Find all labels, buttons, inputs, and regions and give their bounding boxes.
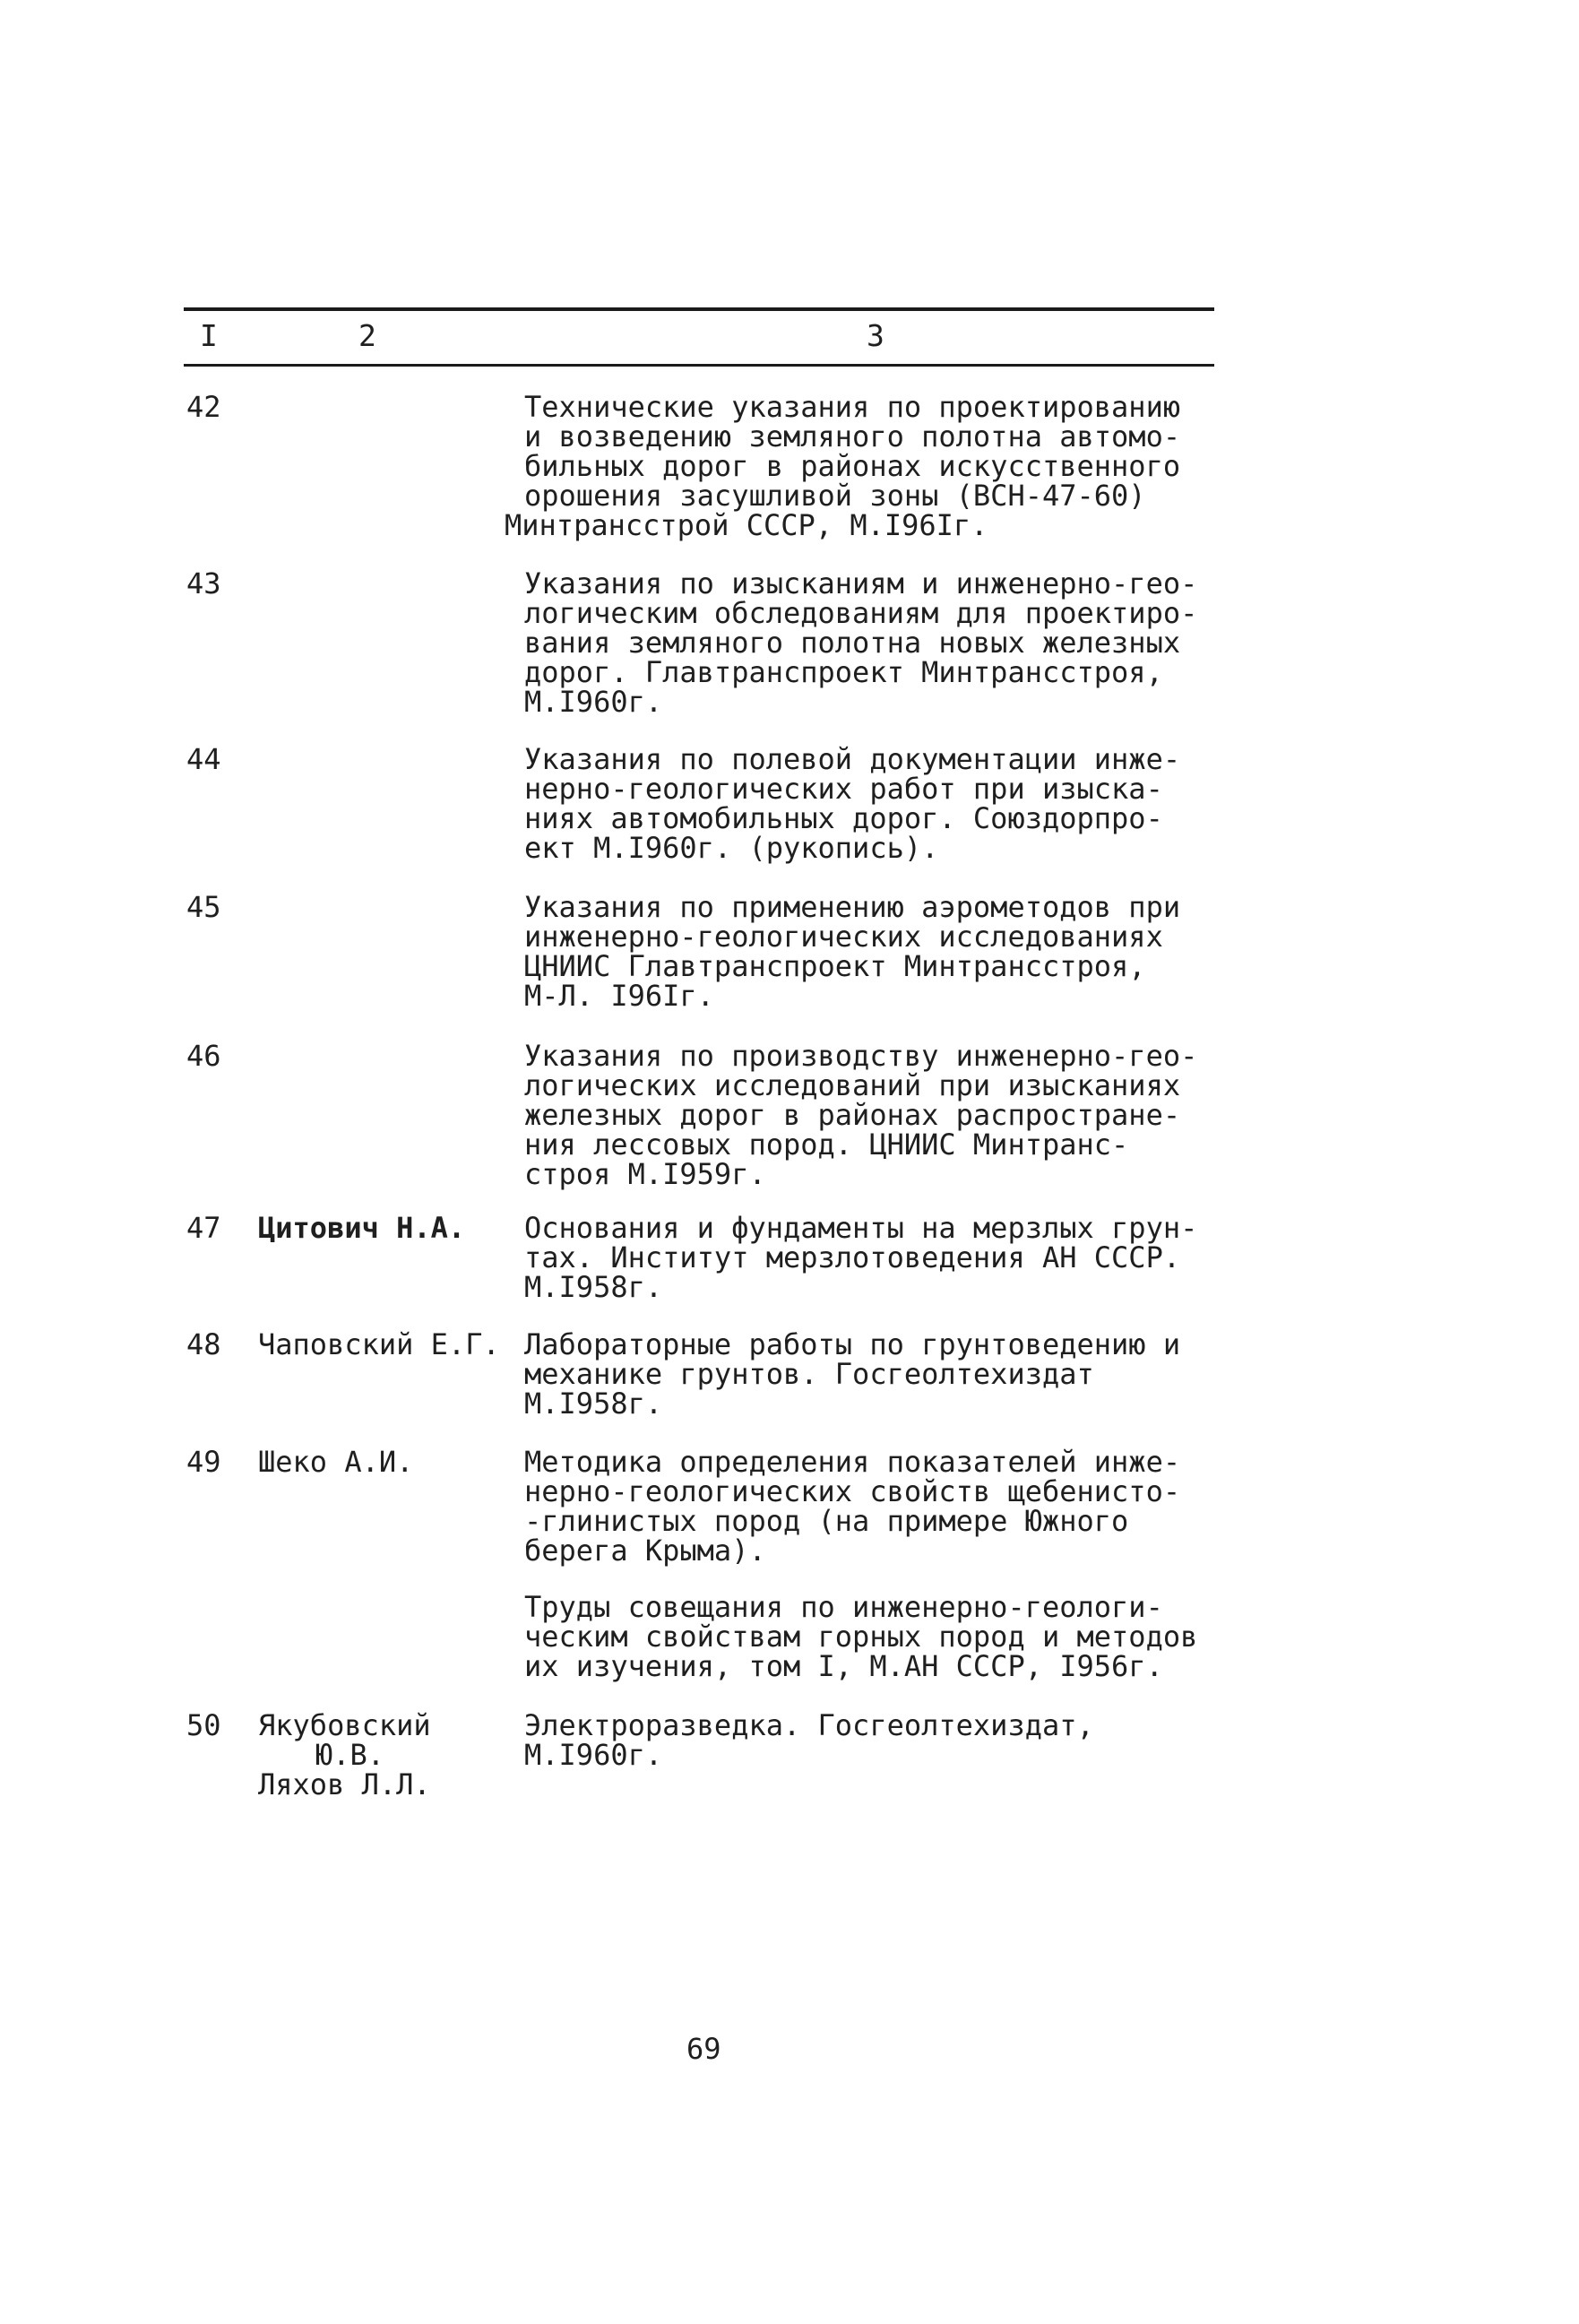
title-line: нерно-геологических работ при изыска- — [524, 772, 1163, 806]
title-line: М.I958г. — [524, 1270, 663, 1304]
table-row — [0, 1041, 1579, 1214]
title-line: Труды совещания по инженерно-геологи- — [524, 1590, 1163, 1624]
column-header-2: 2 — [358, 318, 376, 353]
title-line: Технические указания по проектированию — [524, 390, 1181, 424]
title-line: ниях автомобильных дорог. Союздорпро- — [524, 801, 1163, 835]
entry-number: 46 — [186, 1039, 221, 1073]
title-line: Указания по полевой документации инже- — [524, 742, 1181, 776]
table-row — [0, 742, 1579, 893]
entry-number: 44 — [186, 742, 221, 776]
title-line: их изучения, том I, М.АН СССР, I956г. — [524, 1649, 1163, 1683]
bibliography-table — [0, 390, 1579, 1819]
title-line: ЦНИИС Главтранспроект Минтрансстроя, — [524, 949, 1146, 983]
title-line: железных дорог в районах распростране- — [524, 1098, 1181, 1132]
column-header-1: I — [200, 318, 218, 353]
author-line: Шеко А.И. — [258, 1445, 414, 1479]
title-line: Указания по изысканиям и инженерно-гео- — [524, 566, 1198, 600]
title-line: дорог. Главтранспроект Минтрансстроя, — [524, 655, 1163, 689]
entry-title — [524, 1211, 1241, 1304]
table-top-rule — [184, 307, 1214, 311]
title-line: логическим обследованиям для проектиро- — [524, 596, 1198, 630]
entry-title — [524, 1590, 1241, 1683]
title-line: бильных дорог в районах искусственного — [524, 449, 1181, 483]
title-line: строя М.I959г. — [524, 1157, 766, 1191]
entry-title — [524, 742, 1241, 865]
title-line: Методика определения показателей инже- — [524, 1445, 1181, 1479]
table-row — [0, 390, 1579, 569]
entry-number: 49 — [186, 1445, 221, 1479]
title-line: М.I958г. — [524, 1387, 663, 1421]
title-line: Основания и фундаменты на мерзлых грун- — [524, 1211, 1198, 1245]
table-row — [0, 1327, 1579, 1447]
title-line: Электроразведка. Госгеолтехиздат, — [524, 1708, 1094, 1742]
title-line: вания земляного полотна новых железных — [524, 626, 1181, 660]
title-line: М.I960г. — [524, 1738, 663, 1772]
title-line: логических исследований при изысканиях — [524, 1068, 1181, 1102]
entry-number: 45 — [186, 890, 221, 924]
entry-author — [258, 1327, 513, 1361]
table-row — [0, 566, 1579, 745]
title-line: Минтрансстрой СССР, М.I96Iг. — [505, 508, 988, 542]
title-line: ческим свойствам горных пород и методов — [524, 1620, 1198, 1654]
entry-number: 50 — [186, 1708, 221, 1742]
table-row — [0, 1211, 1579, 1330]
entry-title — [524, 1327, 1241, 1421]
entry-title — [524, 890, 1241, 1013]
entry-title — [524, 1708, 1241, 1772]
title-line: Лабораторные работы по грунтоведению и — [524, 1327, 1181, 1361]
author-line: Ляхов Л.Л. — [258, 1767, 431, 1801]
entry-author — [258, 1447, 513, 1477]
entry-title — [505, 390, 1241, 542]
entry-title — [524, 1041, 1241, 1189]
author-line: Чаповский Е.Г. — [258, 1327, 500, 1361]
title-line: нерно-геологических свойств щебенисто- — [524, 1474, 1181, 1508]
entry-number: 43 — [186, 566, 221, 600]
author-line: Цитович Н.А. — [258, 1211, 466, 1245]
title-line: -глинистых пород (на примере Южного — [524, 1504, 1129, 1538]
title-line: механике грунтов. Госгеолтехиздат — [524, 1357, 1094, 1391]
title-line: ния лессовых пород. ЦНИИС Минтранс- — [524, 1127, 1129, 1162]
page-number: 69 — [686, 2032, 721, 2066]
entry-title — [524, 1447, 1241, 1566]
title-line: инженерно-геологических исследованиях — [524, 920, 1163, 954]
table-row — [0, 1708, 1579, 1819]
author-line: Ю.В. — [315, 1738, 385, 1772]
entry-title — [524, 566, 1241, 719]
title-line: берега Крыма). — [524, 1533, 766, 1568]
entry-number: 47 — [186, 1211, 221, 1245]
title-line: тах. Институт мерзлотоведения АН СССР. — [524, 1240, 1181, 1274]
entry-author — [258, 1211, 513, 1245]
column-header-3: 3 — [867, 318, 884, 353]
table-row — [0, 890, 1579, 1041]
entry-author — [258, 1708, 513, 1801]
title-line: М-Л. I96Iг. — [524, 979, 714, 1013]
entry-number: 42 — [186, 390, 221, 424]
table-header-rule — [184, 364, 1214, 367]
title-line: Указания по применению аэрометодов при — [524, 890, 1181, 924]
title-line: М.I960г. — [524, 685, 663, 719]
entry-number: 48 — [186, 1327, 221, 1361]
title-line: и возведению земляного полотна автомо- — [524, 419, 1181, 454]
author-line: Якубовский — [258, 1708, 431, 1742]
table-row — [0, 1447, 1579, 1593]
title-line: Указания по производству инженерно-гео- — [524, 1039, 1198, 1073]
table-row — [0, 1590, 1579, 1711]
title-line: ект М.I960г. (рукопись). — [524, 831, 939, 865]
title-line: орошения засушливой зоны (ВСН-47-60) — [524, 479, 1146, 513]
